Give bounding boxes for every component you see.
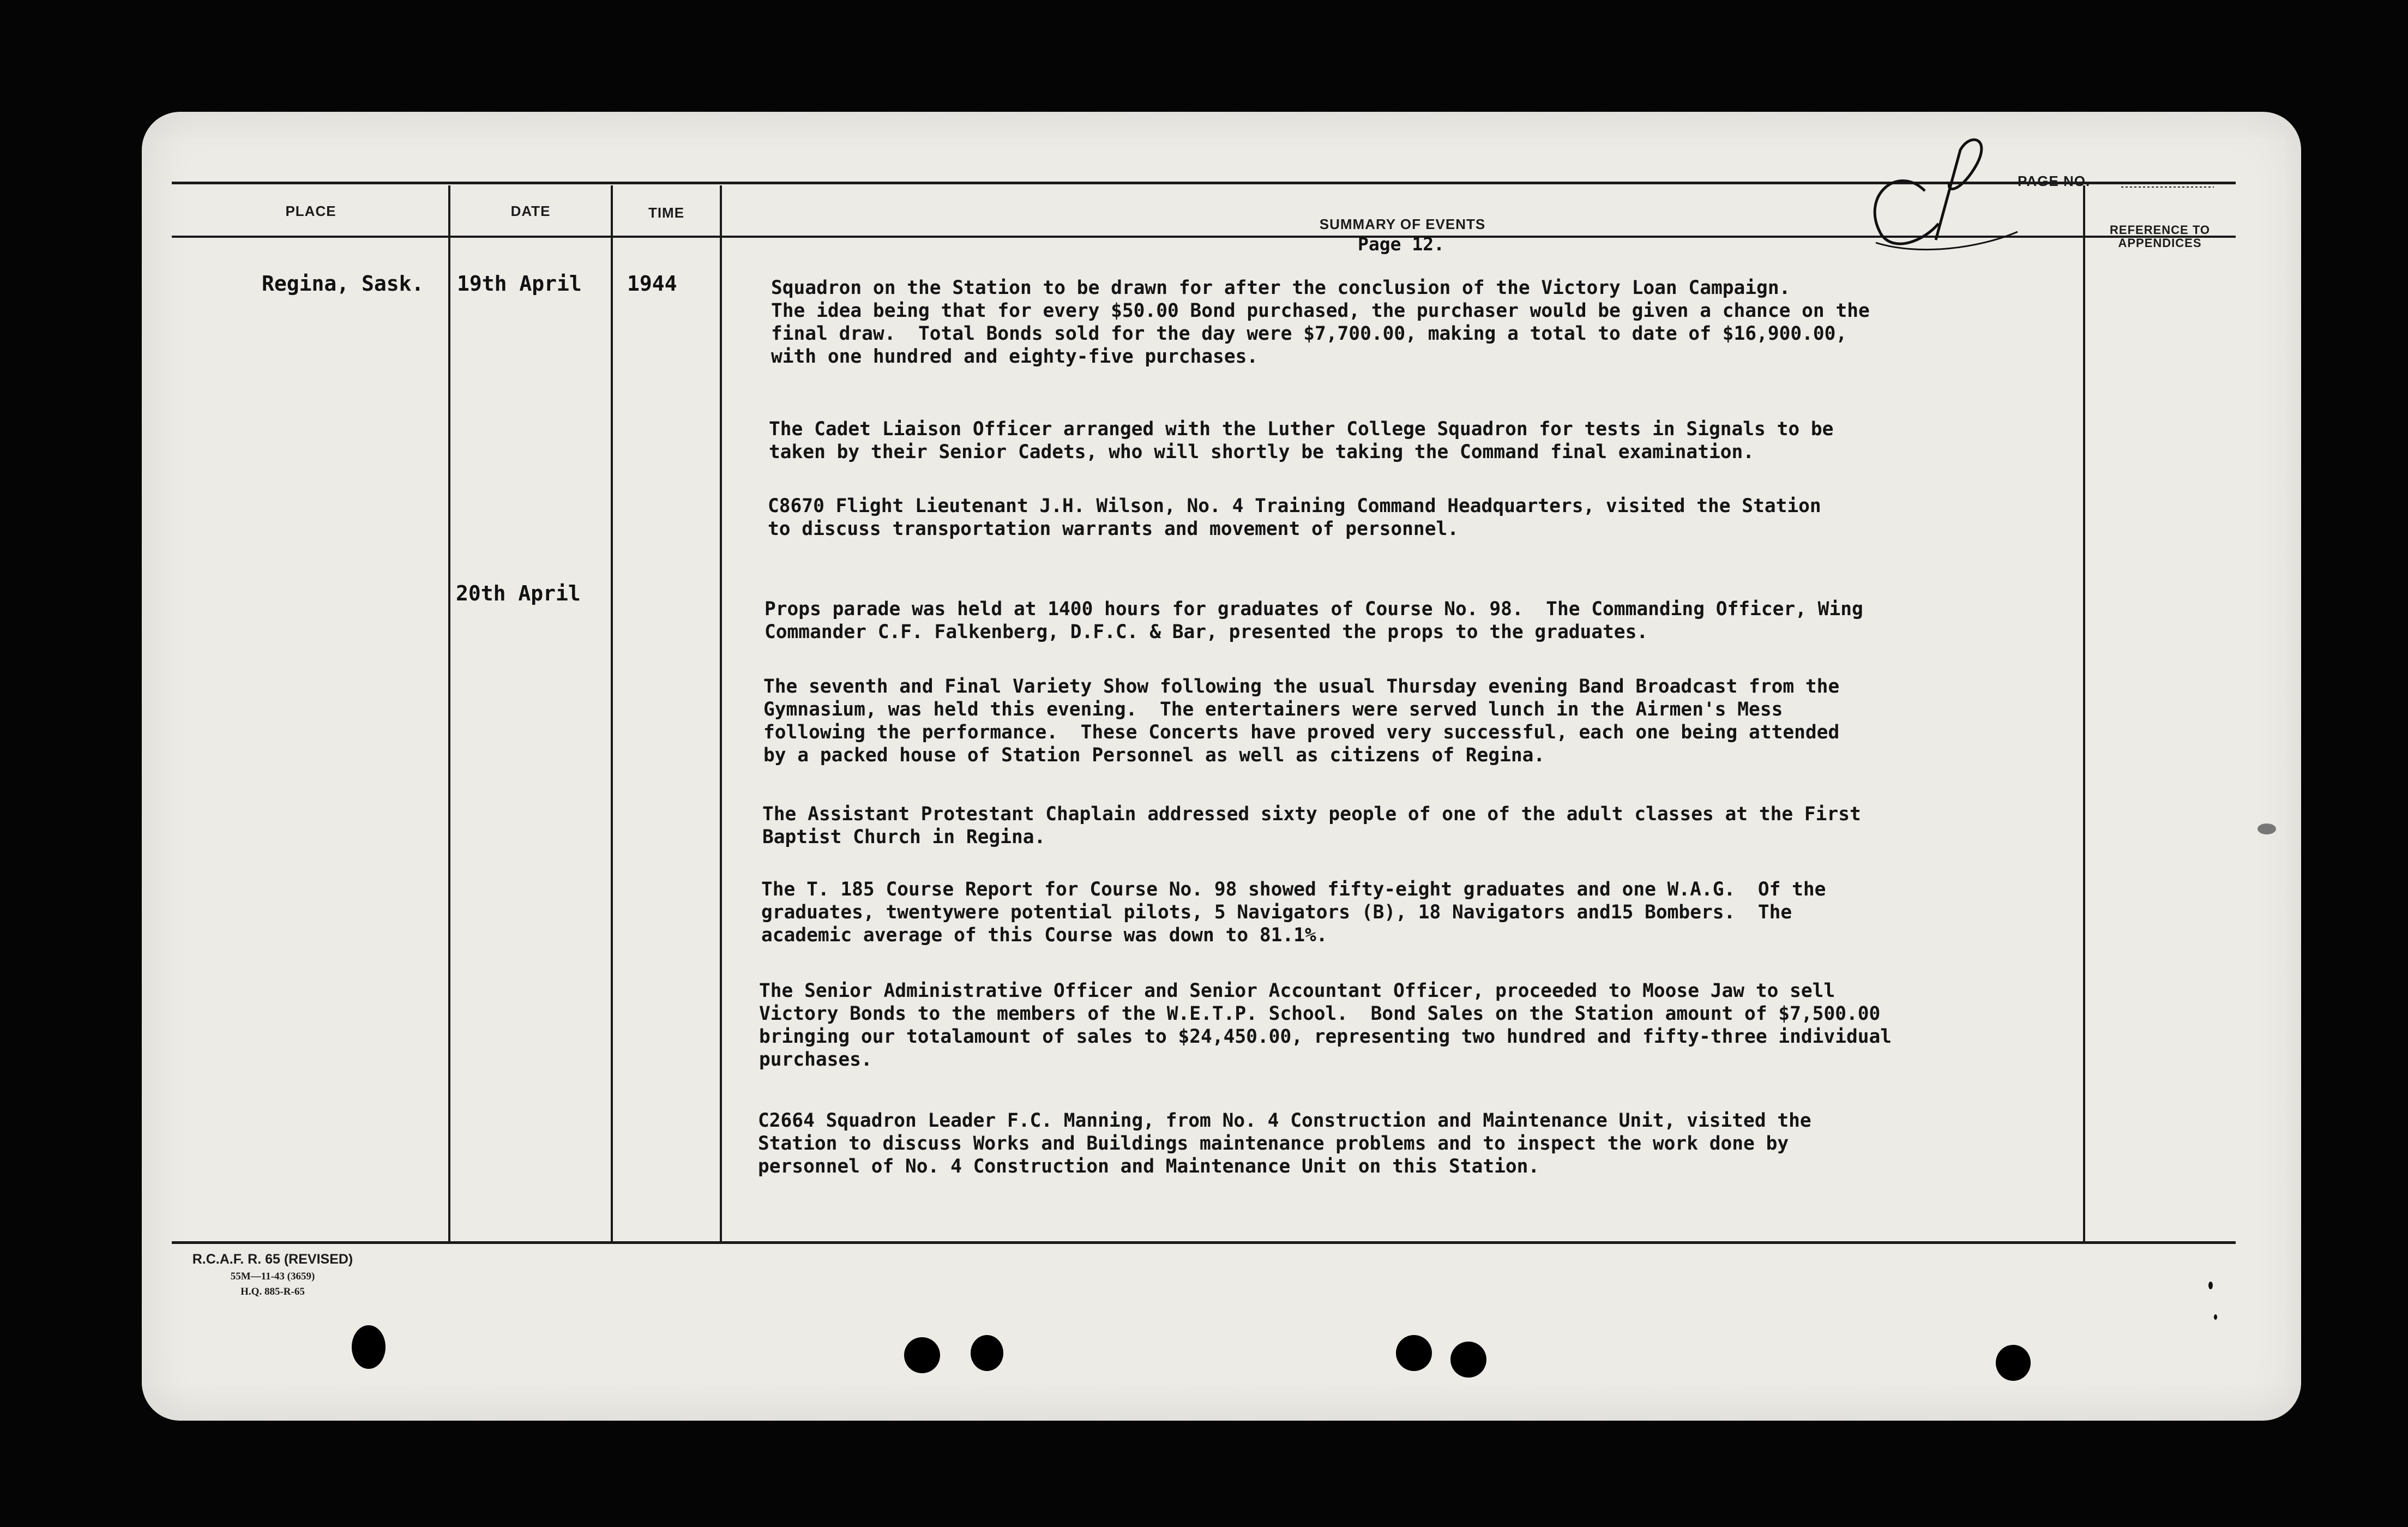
header-page-no: PAGE NO.	[2018, 173, 2091, 189]
header-place: PLACE	[285, 203, 336, 219]
header-summary-of-events: SUMMARY OF EVENTS	[1319, 216, 1486, 232]
event-paragraph: The T. 185 Course Report for Course No. 98 showed fifty-eight graduates and one W.A.G. Of the graduates, twentywere potential pilots, 5 Navigators (B), 18 Navigators and15 Bombers. The academic average of this Course was down to 81.1%.	[761, 879, 1826, 946]
punch-hole	[1450, 1342, 1486, 1378]
ink-speck	[2208, 1282, 2213, 1289]
punch-hole	[1396, 1335, 1432, 1371]
punch-hole	[1996, 1345, 2031, 1381]
event-paragraph: The Senior Administrative Officer and Senior Accountant Officer, proceeded to Moose Jaw to sell Victory Bonds to the members of the W.E.T.P. School. Bond Sales on the Station amount of $7,500.00 bringing our totalamount of sales to $24,450.00, representing two hundred and fifty-three individual purchases.	[759, 980, 1892, 1071]
entry-date-20th-april: 20th April	[456, 581, 581, 605]
header-reference-to-appendices: REFERENCE TO APPENDICES	[2110, 223, 2210, 250]
punch-hole	[904, 1337, 940, 1373]
header-date: DATE	[510, 203, 551, 219]
column-divider-reference	[2083, 185, 2085, 1241]
ink-speck	[2214, 1314, 2217, 1320]
entry-date-19th-april: 19th April	[457, 272, 582, 296]
event-paragraph: The seventh and Final Variety Show following the usual Thursday evening Band Broadcast from the Gymnasium, was held this evening. The entertainers were served lunch in the Airmen's Mess following the performance. These Concerts have proved very successful, each one being attended by a packed house of Station Personnel as well as citizens of Regina.	[763, 676, 1840, 766]
event-paragraph: The Cadet Liaison Officer arranged with the Luther College Squadron for tests in Signals to be taken by their Senior Cadets, who will shortly be taking the Command final examination.	[769, 418, 1834, 463]
header-time: TIME	[648, 205, 685, 221]
punch-hole	[971, 1335, 1003, 1371]
entry-place: Regina, Sask.	[262, 272, 424, 296]
page-no-dotted-line	[2121, 187, 2214, 188]
punch-hole	[352, 1325, 386, 1369]
form-number-line3: H.Q. 885-R-65	[240, 1286, 305, 1297]
column-divider-place	[448, 185, 450, 1241]
footer-rule	[172, 1241, 2236, 1244]
event-paragraph: Squadron on the Station to be drawn for after the conclusion of the Victory Loan Campaign. The idea being that for every $50.00 Bond purchased, the purchaser would be given a chance on the final draw. Total Bonds sold for the day were $7,700.00, making a total to date of $16,900.00, with one hundred and eighty-five purchases.	[771, 277, 1870, 368]
ink-speck	[2258, 823, 2276, 834]
column-divider-time	[720, 185, 722, 1241]
form-number-line1: R.C.A.F. R. 65 (REVISED)	[192, 1252, 353, 1267]
event-paragraph: The Assistant Protestant Chaplain addressed sixty people of one of the adult classes at the First Baptist Church in Regina.	[762, 803, 1861, 848]
page-label: Page 12.	[1358, 233, 1444, 255]
column-divider-date	[611, 185, 613, 1241]
event-paragraph: C8670 Flight Lieutenant J.H. Wilson, No. 4 Training Command Headquarters, visited the Station to discuss transportation warrants and movement of personnel.	[768, 495, 1821, 540]
form-number-line2: 55M—11-43 (3659)	[230, 1271, 315, 1282]
event-paragraph: Props parade was held at 1400 hours for graduates of Course No. 98. The Commanding Officer, Wing Commander C.F. Falkenberg, D.F.C. & Bar, presented the props to the graduates.	[764, 598, 1863, 643]
event-paragraph: C2664 Squadron Leader F.C. Manning, from No. 4 Construction and Maintenance Unit, visited the Station to discuss Works and Buildings maintenance problems and to inspect the work done by personnel of No. 4 Construction and Maintenance Unit on this Station.	[758, 1110, 1811, 1177]
handwritten-initials	[1843, 131, 2023, 256]
entry-time-1944: 1944	[627, 272, 677, 296]
